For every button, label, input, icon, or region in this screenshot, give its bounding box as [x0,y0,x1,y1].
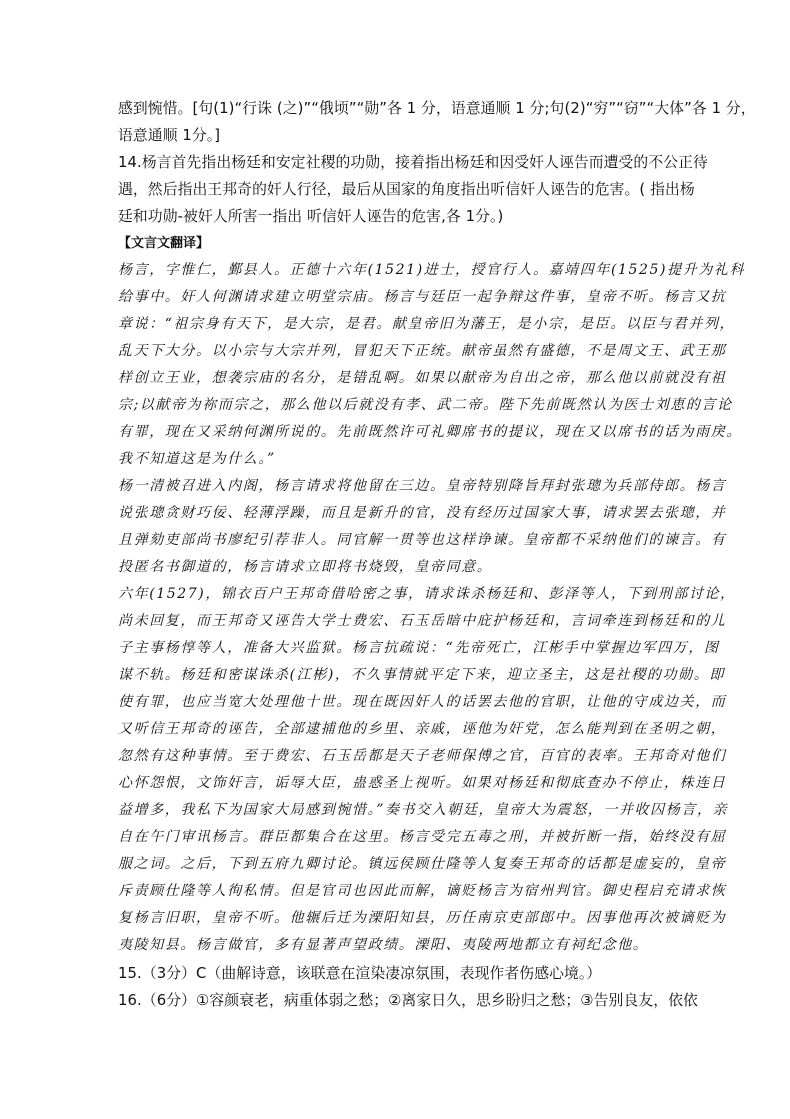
translation-line: 杨一清被召进入内阁，杨言请求将他留在三边。皇帝特别降旨拜封张璁为兵部侍郎。杨言 [118,478,727,494]
translation-line: 给事中。奸人何渊请求建立明堂宗庙。杨言与廷臣一起争辩这件事，皇帝不听。杨言又抗 [118,289,727,305]
translation-line: 斥责顾仕隆等人徇私情。但是官司也因此而解，谪贬杨言为宿州判官。御史程启充请求恢 [118,883,727,899]
answer-13-line-1: 感到惋惜。[句(1)“行诛 (之)”“俄顷”“勋”各 1 分，语意通顺 1 分;句(2)“穷”“窃”“大体”各 1 分， [118,100,756,117]
translation-line: 且弹劾吏部尚书廖纪引荐非人。同官解一贯等也这样诤谏。皇帝都不采纳他们的谏言。有 [118,532,727,548]
answer-15: 15.（3分）C（曲解诗意，该联意在渲染凄凉氛围，表现作者伤感心境。） [118,965,602,982]
answer-14-line-1: 14.杨言首先指出杨廷和安定社稷的功勋，接着指出杨廷和因受奸人诬告而遭受的不公正待 [118,154,708,171]
translation-header: 【文言文翻译】 [118,236,210,251]
answer-14-line-3: 廷和功勋-被奸人所害一指出 听信奸人诬告的危害,各 1分。) [118,208,504,225]
translation-line: 忽然有这种事情。至于费宏、石玉岳都是天子老师保傅之官，百官的表率。王邦奇对他们 [118,748,727,764]
translation-line: 宗;以献帝为祢而宗之，那么他以后就没有孝、武二帝。陛下先前既然认为医士刘恵的言论 [118,397,733,413]
translation-line: 尚未回复，而王邦奇又诬告大学士费宏、石玉岳暗中庇护杨廷和，言词牵连到杨廷和的儿 [118,613,727,629]
answer-16: 16.（6分）①容颜衰老，病重体弱之愁；②离家日久，思乡盼归之愁；③告别良友，依依 [118,992,698,1009]
translation-line: 又听信王邦奇的诬告，全部逮捕他的乡里、亲戚，诬他为奸党，怎么能判到在圣明之朝， [118,721,727,737]
translation-line: 夷陵知县。杨言做官，多有显著声望政绩。溧阳、夷陵两地都立有祠纪念他。 [118,937,649,953]
translation-line: 六年(1527)，锦衣百户王邦奇借哈密之事，请求诛杀杨廷和、彭泽等人，下到刑部讨论， [118,586,736,602]
translation-line: 我不知道这是为什么。” [118,451,276,467]
translation-line: 投匿名书御道的，杨言请求立即将书烧毁，皇帝同意。 [118,559,493,575]
translation-line: 益增多，我私下为国家大局感到惋惜。”奏书交入朝廷，皇帝大为震怒，一并收囚杨言，亲 [118,802,729,818]
answer-14-line-2: 遇，然后指出王邦奇的奸人行径，最后从国家的角度指出听信奸人诬告的危害。( 指出杨 [118,181,695,198]
translation-line: 有罪，现在又采纳何渊所说的。先前既然许可礼卿席书的提议，现在又以席书的话为雨戾。 [118,424,742,440]
translation-line: 使有罪，也应当宽大处理他十世。现在既因奸人的话罢去他的官职，让他的守成边关，而 [118,694,727,710]
translation-line: 样创立王业，想袭宗庙的名分，是错乱啊。如果以献帝为自出之帝，那么他以前就没有祖 [118,370,727,386]
answer-13-line-2: 语意通顺 1分。] [118,127,221,144]
translation-line: 心怀怨恨，文饰奸言，诟辱大臣，蛊惑圣上视听。如果对杨廷和彻底查办不停止，株连日 [118,775,727,791]
translation-line: 服之词。之后，下到五府九卿讨论。镇远侯顾仕隆等人复奏王邦奇的话都是虚妄的，皇帝 [118,856,727,872]
translation-line: 谋不轨。杨廷和密谋诛杀(江彬)，不久事情就平定下来，迎立圣主，这是社稷的功勋。即 [118,667,725,683]
translation-line: 子主事杨惇等人，准备大兴监狱。杨言抗疏说：“先帝死亡，江彬手中掌握边军四万，图 [118,640,720,656]
translation-line: 自在午门审讯杨言。群臣都集合在这里。杨言受完五毒之刑，并被折断一指，始终没有屈 [118,829,727,845]
translation-line: 复杨言旧职，皇帝不听。他辗后迁为溧阳知县，历任南京吏部郎中。因事他再次被谪贬为 [118,910,727,926]
translation-line: 杨言，字惟仁，鄞县人。正德十六年(1521)进士，授官行人。嘉靖四年(1525)提升为礼科 [118,262,746,278]
translation-line: 章说：“祖宗身有天下，是大宗，是君。献皇帝旧为藩王，是小宗，是臣。以臣与君并列， [118,316,736,332]
translation-line: 说张璁贪财巧佞、轻薄浮躁，而且是新升的官，没有经历过国家大事，请求罢去张璁，并 [118,505,727,521]
translation-line: 乱天下大分。以小宗与大宗并列，冒犯天下正统。献帝虽然有盛德，不是周文王、武王那 [118,343,727,359]
